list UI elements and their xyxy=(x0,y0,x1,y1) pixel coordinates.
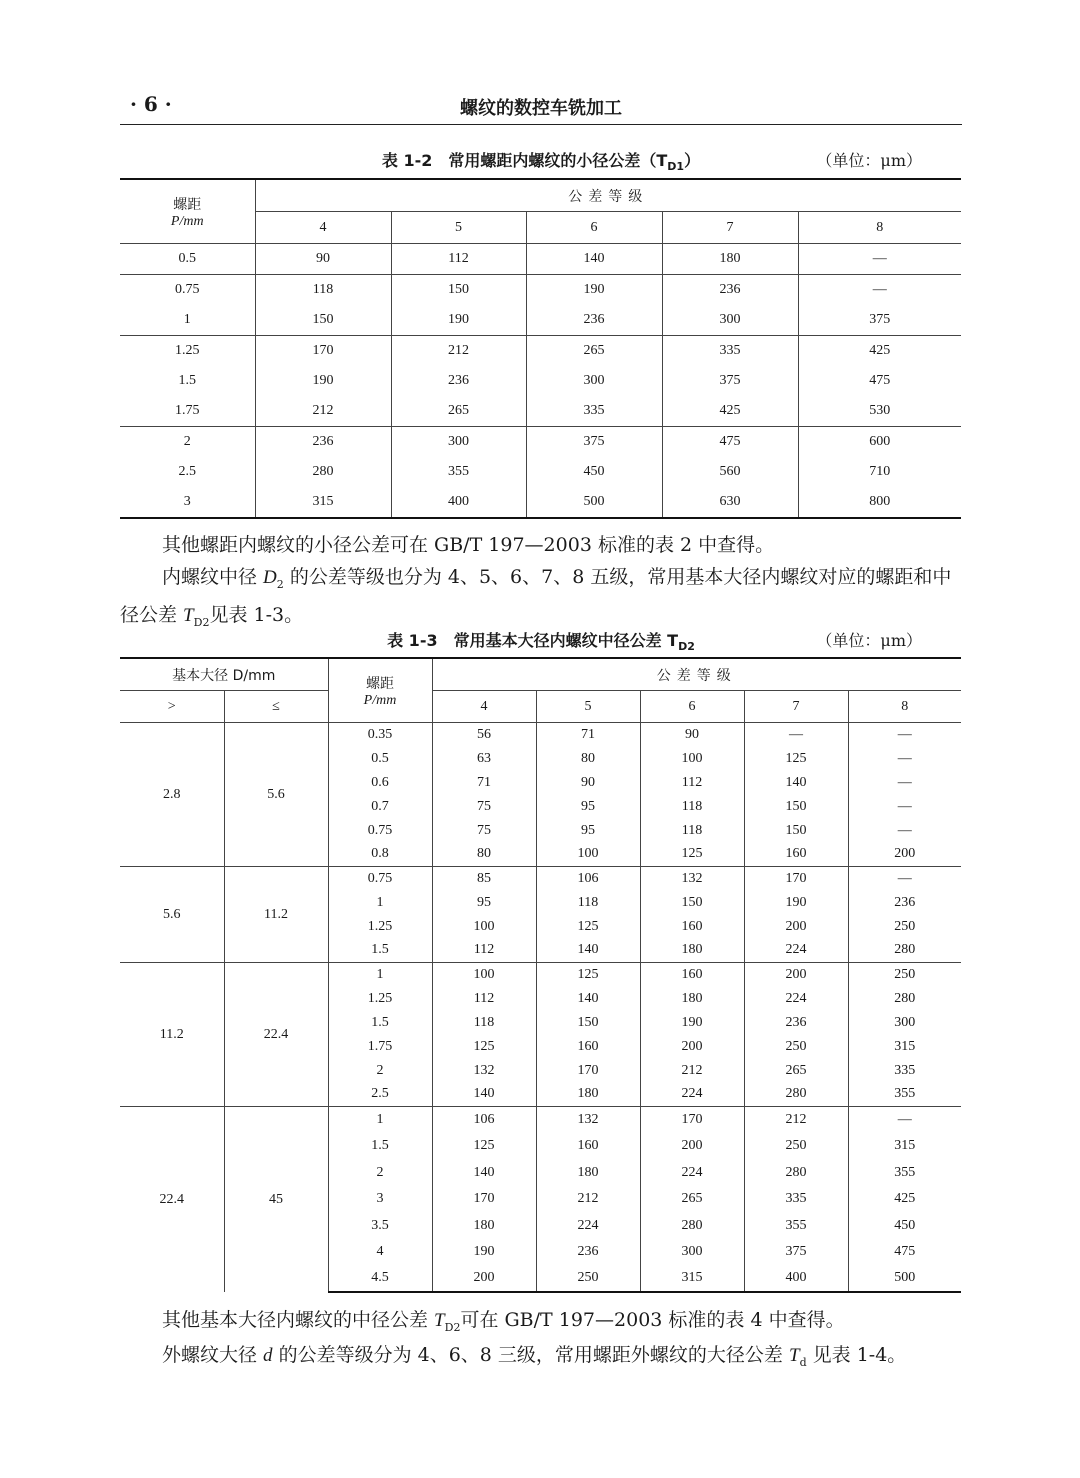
table-1-2-caption xyxy=(120,146,962,172)
grade-col-header: 4 xyxy=(255,212,391,244)
tolerance-cell: 224 xyxy=(744,987,848,1011)
diameter-le-cell: 45 xyxy=(224,1107,328,1293)
tolerance-cell: 190 xyxy=(744,891,848,915)
pitch-cell: 1 xyxy=(328,1107,432,1134)
pitch-cell: 0.75 xyxy=(328,819,432,843)
tolerance-cell: 170 xyxy=(640,1107,744,1134)
table-row xyxy=(120,305,961,336)
tolerance-cell: 224 xyxy=(640,1083,744,1107)
tolerance-cell: 190 xyxy=(526,275,662,306)
tolerance-cell: 100 xyxy=(432,963,536,987)
tolerance-cell: 250 xyxy=(744,1035,848,1059)
tolerance-cell: 425 xyxy=(869,343,891,358)
tolerance-cell: 150 xyxy=(744,795,848,819)
tolerance-cell: 106 xyxy=(432,1107,536,1134)
tolerance-cell: 200 xyxy=(640,1035,744,1059)
tolerance-cell: 106 xyxy=(536,867,640,891)
tolerance-cell: 90 xyxy=(640,723,744,747)
pitch-cell: 0.8 xyxy=(328,843,432,867)
tolerance-cell: 85 xyxy=(432,867,536,891)
tolerance-cell: 140 xyxy=(432,1083,536,1107)
tolerance-cell: 300 xyxy=(391,427,526,458)
tolerance-cell: 280 xyxy=(894,990,916,1006)
tolerance-cell: 200 xyxy=(640,1133,744,1160)
tolerance-cell: 112 xyxy=(640,771,744,795)
tolerance-cell: 71 xyxy=(536,723,640,747)
tolerance-cell: 300 xyxy=(662,305,798,336)
pitch-cell: 1.5 xyxy=(120,366,255,396)
tolerance-cell: 90 xyxy=(255,244,391,275)
tolerance-cell: 300 xyxy=(894,1014,916,1030)
tolerance-cell: 118 xyxy=(536,891,640,915)
tolerance-cell: 280 xyxy=(848,939,961,963)
tolerance-cell: 475 xyxy=(869,373,891,388)
tolerance-cell: 118 xyxy=(640,795,744,819)
tolerance-cell: 800 xyxy=(798,487,961,518)
page-number: · 6 · xyxy=(130,92,172,116)
grade-col-header: 6 xyxy=(640,691,744,723)
grade-col-header: 8 xyxy=(848,691,961,723)
tolerance-cell: 180 xyxy=(536,1160,640,1187)
tolerance-cell: 140 xyxy=(536,939,640,963)
tolerance-cell: — xyxy=(872,282,887,297)
tolerance-cell: 125 xyxy=(432,1133,536,1160)
pitch-cell: 3.5 xyxy=(328,1213,432,1240)
tolerance-cell: 56 xyxy=(432,723,536,747)
tolerance-cell: 71 xyxy=(432,771,536,795)
pitch-cell: 1.25 xyxy=(328,915,432,939)
tolerance-cell: 224 xyxy=(744,939,848,963)
pitch-cell: 1.25 xyxy=(120,336,255,367)
tolerance-cell: 170 xyxy=(432,1186,536,1213)
tolerance-cell: 200 xyxy=(432,1266,536,1293)
tolerance-cell: — xyxy=(897,870,912,886)
tolerance-cell: 200 xyxy=(848,843,961,867)
grade-col-header: 5 xyxy=(391,212,526,244)
pitch-cell: 2.5 xyxy=(328,1083,432,1107)
pitch-cell: 1 xyxy=(120,305,255,336)
tolerance-cell: 335 xyxy=(744,1186,848,1213)
table-row xyxy=(120,867,961,891)
table-1-2-unit: （单位：μm） xyxy=(816,151,922,170)
tolerance-cell: 375 xyxy=(744,1239,848,1266)
tolerance-cell: 355 xyxy=(744,1213,848,1240)
tolerance-cell: 190 xyxy=(432,1239,536,1266)
tolerance-cell: 315 xyxy=(640,1266,744,1293)
tolerance-cell: 236 xyxy=(744,1011,848,1035)
table-row xyxy=(120,275,961,306)
pitch-header-2: 螺距 P/mm xyxy=(328,658,432,723)
tolerance-cell: 236 xyxy=(536,1239,640,1266)
tolerance-cell: 710 xyxy=(869,464,891,479)
table-1-3 xyxy=(120,657,961,1293)
le-header: ≤ xyxy=(224,691,328,723)
tolerance-cell: — xyxy=(798,244,961,275)
pitch-cell: 1.5 xyxy=(328,1133,432,1160)
pitch-cell: 0.7 xyxy=(328,795,432,819)
tolerance-cell: 125 xyxy=(640,843,744,867)
tolerance-cell: 80 xyxy=(432,843,536,867)
pitch-cell: 0.75 xyxy=(120,275,255,306)
table-row xyxy=(120,427,961,458)
tolerance-cell: 160 xyxy=(536,1133,640,1160)
tolerance-cell: 315 xyxy=(255,487,391,518)
tolerance-cell: 560 xyxy=(662,457,798,487)
tolerance-cell: 212 xyxy=(255,396,391,427)
pitch-header: 螺距 P/mm xyxy=(120,179,255,244)
tolerance-cell: 160 xyxy=(744,843,848,867)
tolerance-cell: — xyxy=(897,822,912,838)
tolerance-cell: 140 xyxy=(526,244,662,275)
tolerance-cell: 250 xyxy=(536,1266,640,1293)
gt-header: > xyxy=(120,691,224,723)
tolerance-cell: 475 xyxy=(894,1244,916,1260)
diameter-gt-cell: 11.2 xyxy=(120,963,224,1107)
tolerance-cell: 170 xyxy=(255,336,391,367)
tolerance-cell: 450 xyxy=(526,457,662,487)
tolerance-cell: 200 xyxy=(744,963,848,987)
tolerance-cell: 170 xyxy=(744,867,848,891)
grade-col-header: 5 xyxy=(536,691,640,723)
diameter-le-cell: 5.6 xyxy=(224,723,328,867)
pitch-cell: 2.5 xyxy=(120,457,255,487)
tolerance-cell: 335 xyxy=(526,396,662,427)
paragraph-2: 内螺纹中径 $D_2$ 的公差等级也分为 4、5、6、7、8 五级，常用基本大径内螺纹对应的螺距和中径公差 $T_{D2}$见表 1-3。 xyxy=(120,566,952,629)
tolerance-cell: 100 xyxy=(432,915,536,939)
diameter-gt-cell: 22.4 xyxy=(120,1107,224,1293)
tolerance-cell: 160 xyxy=(640,915,744,939)
tolerance-cell: 375 xyxy=(798,305,961,336)
pitch-cell: 1.5 xyxy=(328,939,432,963)
tolerance-cell: 125 xyxy=(536,963,640,987)
grade-col-header: 7 xyxy=(744,691,848,723)
tolerance-cell: 265 xyxy=(391,396,526,427)
tolerance-cell: 63 xyxy=(432,747,536,771)
diameter-gt-cell: 5.6 xyxy=(120,867,224,963)
tolerance-cell: 125 xyxy=(432,1035,536,1059)
tolerance-cell: 118 xyxy=(432,1011,536,1035)
tolerance-cell: 280 xyxy=(744,1083,848,1107)
pitch-cell: 1.5 xyxy=(328,1011,432,1035)
paragraph-4: 外螺纹大径 d 的公差等级分为 4、6、8 三级，常用螺距外螺纹的大径公差 $T_d$ 见表 1-4。 xyxy=(162,1344,907,1369)
tolerance-cell: 90 xyxy=(536,771,640,795)
table-1-3-title: 表 1-3 常用基本大径内螺纹中径公差 $T_{D2}$ xyxy=(387,631,695,654)
tolerance-cell: 150 xyxy=(255,305,391,336)
tolerance-cell: 355 xyxy=(894,1164,916,1180)
tolerance-cell: — xyxy=(897,1112,912,1127)
tolerance-cell: 75 xyxy=(432,795,536,819)
tolerance-cell: 150 xyxy=(640,891,744,915)
pitch-cell: 4.5 xyxy=(328,1266,432,1293)
pitch-cell: 0.5 xyxy=(328,747,432,771)
table-1-2-title: 表 1-2 常用螺距内螺纹的小径公差$(T_{D1})$ xyxy=(381,151,701,174)
tolerance-cell: — xyxy=(744,723,848,747)
pitch-cell: 2 xyxy=(328,1059,432,1083)
tolerance-cell: 315 xyxy=(894,1038,916,1054)
grade-header-2: 公差等级 xyxy=(432,658,961,691)
grade-col-header: 7 xyxy=(662,212,798,244)
tolerance-cell: 140 xyxy=(432,1160,536,1187)
tolerance-cell: 212 xyxy=(744,1107,848,1134)
grade-col-header: 4 xyxy=(432,691,536,723)
tolerance-cell: 236 xyxy=(391,366,526,396)
table-1-3-caption xyxy=(120,626,962,652)
pitch-cell: 1.75 xyxy=(120,396,255,427)
tolerance-cell: 112 xyxy=(391,244,526,275)
tolerance-cell: — xyxy=(897,726,912,742)
book-title: 螺纹的数控车铣加工 xyxy=(460,98,622,119)
tolerance-cell: 224 xyxy=(536,1213,640,1240)
pitch-cell: 1 xyxy=(328,963,432,987)
table-row xyxy=(120,1107,961,1134)
tolerance-cell: 280 xyxy=(255,457,391,487)
tolerance-cell: 125 xyxy=(536,915,640,939)
tolerance-cell: 335 xyxy=(662,336,798,367)
tolerance-cell: 425 xyxy=(894,1191,916,1207)
tolerance-cell: — xyxy=(897,798,912,814)
tolerance-cell: — xyxy=(897,750,912,766)
table-row xyxy=(120,723,961,747)
pitch-cell: 2 xyxy=(328,1160,432,1187)
tolerance-cell: 400 xyxy=(744,1266,848,1293)
table-row xyxy=(120,487,961,518)
tolerance-cell: 600 xyxy=(869,434,891,449)
pitch-cell: 4 xyxy=(328,1239,432,1266)
tolerance-cell: 280 xyxy=(640,1213,744,1240)
page-header xyxy=(120,88,962,125)
table-row xyxy=(120,396,961,427)
tolerance-cell: 530 xyxy=(798,396,961,427)
pitch-cell: 1.25 xyxy=(328,987,432,1011)
tolerance-cell: 190 xyxy=(640,1011,744,1035)
tolerance-cell: 132 xyxy=(536,1107,640,1134)
diameter-gt-cell: 2.8 xyxy=(120,723,224,867)
tolerance-cell: 95 xyxy=(536,795,640,819)
tolerance-cell: 212 xyxy=(640,1059,744,1083)
tolerance-cell: 140 xyxy=(536,987,640,1011)
tolerance-cell: 355 xyxy=(391,457,526,487)
tolerance-cell: 180 xyxy=(640,987,744,1011)
table-1-2 xyxy=(120,178,961,519)
tolerance-cell: 112 xyxy=(432,987,536,1011)
tolerance-cell: 180 xyxy=(662,244,798,275)
tolerance-cell: 280 xyxy=(744,1160,848,1187)
tolerance-cell: 212 xyxy=(391,336,526,367)
tolerance-cell: 400 xyxy=(391,487,526,518)
tolerance-cell: 224 xyxy=(640,1160,744,1187)
tolerance-cell: 180 xyxy=(640,939,744,963)
tolerance-cell: 212 xyxy=(536,1186,640,1213)
tolerance-cell: 132 xyxy=(640,867,744,891)
tolerance-cell: 150 xyxy=(536,1011,640,1035)
tolerance-cell: 335 xyxy=(894,1062,916,1078)
grade-col-header: 6 xyxy=(526,212,662,244)
tolerance-cell: 425 xyxy=(662,396,798,427)
tolerance-cell: 236 xyxy=(894,894,916,910)
tolerance-cell: 150 xyxy=(744,819,848,843)
paragraph-1: 其他螺距内螺纹的小径公差可在 GB/T 197—2003 标准的表 2 中查得。 xyxy=(162,534,775,556)
tolerance-cell: 236 xyxy=(662,275,798,306)
pitch-cell: 0.5 xyxy=(120,244,255,275)
table-row xyxy=(120,963,961,987)
tolerance-cell: 75 xyxy=(432,819,536,843)
tolerance-cell: 236 xyxy=(255,427,391,458)
tolerance-cell: 100 xyxy=(640,747,744,771)
grade-header: 公差等级 xyxy=(255,179,961,212)
pitch-cell: 0.35 xyxy=(328,723,432,747)
diameter-le-cell: 11.2 xyxy=(224,867,328,963)
tolerance-cell: 132 xyxy=(432,1059,536,1083)
tolerance-cell: 475 xyxy=(662,427,798,458)
table-1-3-unit: （单位：μm） xyxy=(816,631,922,650)
tolerance-cell: 95 xyxy=(536,819,640,843)
tolerance-cell: 355 xyxy=(848,1083,961,1107)
tolerance-cell: 200 xyxy=(744,915,848,939)
pitch-cell: 1 xyxy=(328,891,432,915)
tolerance-cell: 265 xyxy=(526,336,662,367)
tolerance-cell: 300 xyxy=(640,1239,744,1266)
pitch-cell: 3 xyxy=(328,1186,432,1213)
paragraph-3: 其他基本大径内螺纹的中径公差 $T_{D2}$可在 GB/T 197—2003 标准的表 4 中查得。 xyxy=(162,1309,845,1334)
tolerance-cell: 125 xyxy=(744,747,848,771)
tolerance-cell: 375 xyxy=(662,366,798,396)
tolerance-cell: 250 xyxy=(894,918,916,934)
tolerance-cell: 140 xyxy=(744,771,848,795)
diameter-header: 基本大径 D/mm xyxy=(120,658,328,691)
pitch-cell: 2 xyxy=(120,427,255,458)
tolerance-cell: 500 xyxy=(526,487,662,518)
tolerance-cell: 190 xyxy=(255,366,391,396)
tolerance-cell: 118 xyxy=(640,819,744,843)
tolerance-cell: 236 xyxy=(526,305,662,336)
tolerance-cell: 450 xyxy=(894,1217,916,1233)
tolerance-cell: — xyxy=(897,774,912,790)
tolerance-cell: 375 xyxy=(526,427,662,458)
pitch-cell: 1.75 xyxy=(328,1035,432,1059)
tolerance-cell: 190 xyxy=(391,305,526,336)
table-row xyxy=(120,457,961,487)
tolerance-cell: 180 xyxy=(432,1213,536,1240)
pitch-cell: 3 xyxy=(120,487,255,518)
tolerance-cell: 250 xyxy=(894,966,916,982)
pitch-cell: 0.6 xyxy=(328,771,432,795)
pitch-cell: 0.75 xyxy=(328,867,432,891)
tolerance-cell: 160 xyxy=(536,1035,640,1059)
tolerance-cell: 150 xyxy=(391,275,526,306)
table-row xyxy=(120,244,961,275)
tolerance-cell: 112 xyxy=(432,939,536,963)
table-row xyxy=(120,366,961,396)
tolerance-cell: 300 xyxy=(526,366,662,396)
grade-col-header: 8 xyxy=(798,212,961,244)
tolerance-cell: 630 xyxy=(662,487,798,518)
tolerance-cell: 160 xyxy=(640,963,744,987)
tolerance-cell: 180 xyxy=(536,1083,640,1107)
tolerance-cell: 100 xyxy=(536,843,640,867)
tolerance-cell: 250 xyxy=(744,1133,848,1160)
tolerance-cell: 500 xyxy=(848,1266,961,1293)
tolerance-cell: 95 xyxy=(432,891,536,915)
tolerance-cell: 80 xyxy=(536,747,640,771)
diameter-le-cell: 22.4 xyxy=(224,963,328,1107)
tolerance-cell: 170 xyxy=(536,1059,640,1083)
table-row xyxy=(120,336,961,367)
tolerance-cell: 265 xyxy=(744,1059,848,1083)
tolerance-cell: 265 xyxy=(640,1186,744,1213)
tolerance-cell: 315 xyxy=(894,1138,916,1154)
tolerance-cell: 118 xyxy=(255,275,391,306)
